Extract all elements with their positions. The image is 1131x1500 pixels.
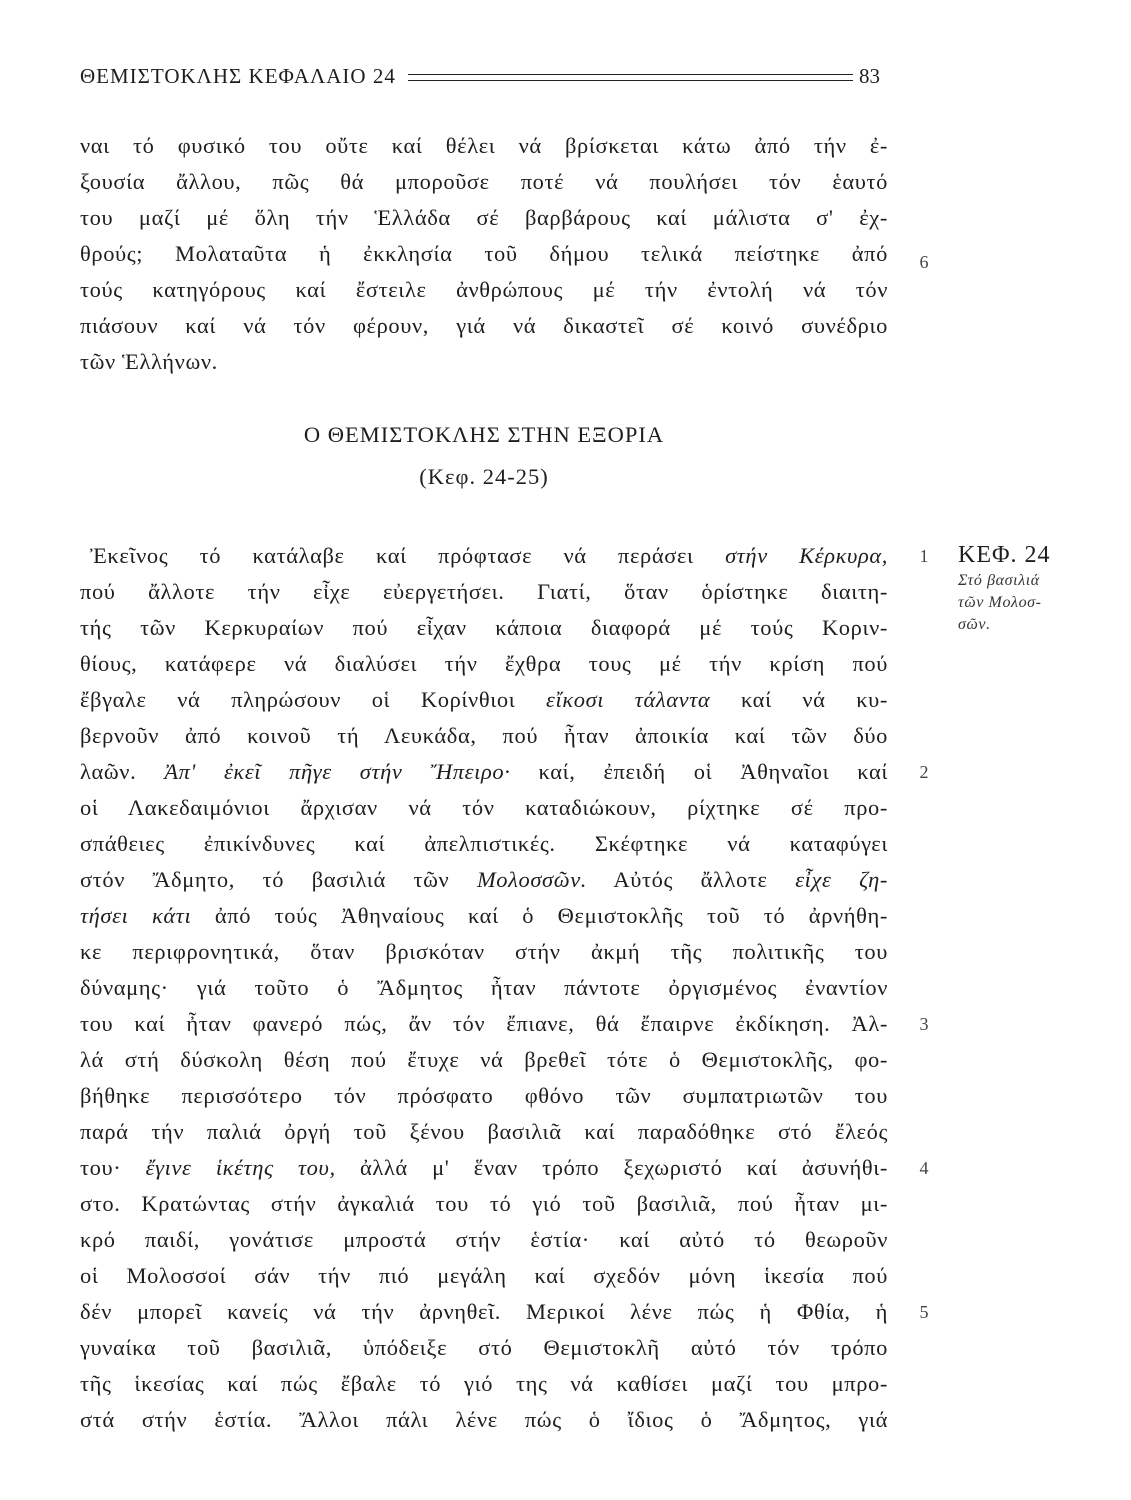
italic-run: τήσει κάτι [80, 903, 192, 928]
text-line: τούς κατηγόρους καί ἔστειλε ἀνθρώπους μέ τήν ἐντολή νά τόν [80, 277, 888, 302]
text-run: λαῶν. [80, 759, 165, 784]
text-line: δύναμης· γιά τοῦτο ὁ Ἄδμητος ἦταν πάντοτε ὀργισμένος ἐναντίον [80, 975, 888, 1000]
margin-note-line: τῶν Μολοσ- [958, 594, 1042, 611]
text-line [80, 538, 888, 574]
text-line: στά στήν ἑστία. Ἄλλοι πάλι λένε πώς ὁ ἴδιος ὁ Ἄδμητος, γιά [80, 1407, 888, 1432]
text-line: του καί ἦταν φανερό πώς, ἄν τόν ἔπιανε, θά ἔπαιρνε ἐκδίκηση. Ἀλ- [80, 1011, 888, 1036]
margin-number-3: 3 [919, 1014, 929, 1034]
margin-number-2: 2 [919, 762, 929, 782]
text-line: βερνοῦν ἀπό κοινοῦ τή Λευκάδα, πού ἦταν ἀποικία καί τῶν δύο [80, 723, 888, 748]
running-header [80, 62, 880, 90]
text-line: τής τῶν Κερκυραίων πού εἶχαν κάποια διαφορά μέ τούς Κοριν- [80, 615, 888, 640]
chapter-title: ΘΕΜΙΣΤΟΚΛΗΣ ΚΕΦΑΛΑΙΟ 24 [80, 63, 396, 88]
text-line [80, 898, 888, 934]
italic-run: στήν Κέρκυρα, [725, 543, 888, 568]
italic-run: εἶχε ζη- [795, 867, 888, 892]
margin-note [958, 540, 1098, 636]
text-run: καί νά κυ- [710, 687, 888, 712]
text-line: γυναίκα τοῦ βασιλιᾶ, ὑπόδειξε στό Θεμιστοκλῆ αὐτό τόν τρόπο [80, 1335, 888, 1360]
text-line: ξουσία ἄλλου, πῶς θά μποροῦσε ποτέ νά πουλήσει τόν ἑαυτό [80, 169, 888, 194]
text-line: κε περιφρονητικά, ὅταν βρισκόταν στήν ἀκμή τῆς πολιτικῆς του [80, 939, 888, 964]
margin-note-line: σῶν. [958, 616, 991, 633]
text-line: λά στή δύσκολη θέση πού ἔτυχε νά βρεθεῖ τότε ὁ Θεμιστοκλῆς, φο- [80, 1047, 888, 1072]
page-number: 83 [859, 63, 880, 88]
text-run: Αὐτός ἄλλοτε [587, 867, 796, 892]
text-line: του μαζί μέ ὅλη τήν Ἑλλάδα σέ βαρβάρους καί μάλιστα σ' ἐχ- [80, 205, 888, 230]
margin-note-line: Στό βασιλιά [958, 572, 1040, 589]
text-line: πού ἄλλοτε τήν εἶχε εὐεργετήσει. Γιατί, ὅταν ὁρίστηκε διαιτη- [80, 579, 888, 604]
margin-number-6: 6 [919, 252, 929, 272]
text-run: Ἐκεῖνος τό κατάλαβε καί πρόφτασε νά περάσει [90, 543, 726, 568]
paragraph-2 [80, 538, 888, 1438]
text-line: βήθηκε περισσότερο τόν πρόσφατο φθόνο τῶν συμπατριωτῶν του [80, 1083, 888, 1108]
text-line: στο. Κρατώντας στήν ἀγκαλιά του τό γιό τοῦ βασιλιᾶ, πού ἦταν μι- [80, 1191, 888, 1216]
text-line [80, 682, 888, 718]
text-line: θρούς; Μολαταῦτα ἡ ἐκκλησία τοῦ δήμου τελικά πείστηκε ἀπό [80, 241, 888, 266]
margin-number-5: 5 [919, 1302, 929, 1322]
text-line [80, 1150, 888, 1186]
text-line: κρό παιδί, γονάτισε μπροστά στήν ἑστία· καί αὐτό τό θεωροῦν [80, 1227, 888, 1252]
section-subheading: (Κεφ. 24-25) [419, 464, 549, 489]
text-line: παρά τήν παλιά ὀργή τοῦ ξένου βασιλιᾶ καί παραδόθηκε στό ἔλεός [80, 1119, 888, 1144]
margin-number-1: 1 [919, 546, 929, 566]
text-run: στόν Ἄδμητο, τό βασιλιά τῶν [80, 867, 477, 892]
italic-run: ἔγινε ἱκέτης του, [145, 1155, 336, 1180]
text-run: καί, ἐπειδή οἱ Ἀθηναῖοι καί [510, 759, 889, 784]
text-run: ἀλλά μ' ἕναν τρόπο ξεχωριστό καί ἀσυνήθι- [335, 1155, 888, 1180]
text-run: του· [80, 1155, 146, 1180]
text-line: πιάσουν καί νά τόν φέρουν, γιά νά δικαστεῖ σέ κοινό συνέδριο [80, 313, 888, 338]
paragraph-1 [80, 128, 888, 380]
text-run: ἀπό τούς Ἀθηναίους καί ὁ Θεμιστοκλῆς τοῦ τό ἀρνήθη- [191, 903, 889, 928]
text-line: δέν μπορεῖ κανείς νά τήν ἀρνηθεῖ. Μερικοί λένε πώς ἡ Φθία, ἡ [80, 1299, 888, 1324]
text-line: οἱ Μολοσσοί σάν τήν πιό μεγάλη καί σχεδόν μόνη ἱκεσία πού [80, 1263, 888, 1288]
text-run: ἔβγαλε νά πληρώσουν οἱ Κορίνθιοι [80, 687, 547, 712]
italic-run: Ἀπ' ἐκεῖ πῆγε στήν Ἤπειρο· [164, 759, 511, 784]
text-line: τῆς ἱκεσίας καί πώς ἔβαλε τό γιό της νά καθίσει μαζί του μπρο- [80, 1371, 888, 1396]
text-line [80, 754, 888, 790]
section-heading: Ο ΘΕΜΙΣΤΟΚΛΗΣ ΣΤΗΝ ΕΞΟΡΙΑ [303, 422, 665, 447]
text-line [80, 862, 888, 898]
margin-note-heading: ΚΕΦ. 24 [958, 542, 1051, 568]
italic-run: Μολοσσῶν. [476, 867, 588, 892]
header-rule [408, 74, 853, 81]
text-line: τῶν Ἑλλήνων. [80, 349, 218, 374]
text-line: σπάθειες ἐπικίνδυνες καί ἀπελπιστικές. Σκέφτηκε νά καταφύγει [80, 831, 888, 856]
text-line: ναι τό φυσικό του οὔτε καί θέλει νά βρίσκεται κάτω ἀπό τήν ἐ- [80, 133, 888, 158]
text-line: θίους, κατάφερε νά διαλύσει τήν ἔχθρα τους μέ τήν κρίση πού [80, 651, 888, 676]
margin-number-4: 4 [919, 1158, 929, 1178]
text-line: οἱ Λακεδαιμόνιοι ἄρχισαν νά τόν καταδιώκουν, ρίχτηκε σέ προ- [80, 795, 888, 820]
italic-run: εἴκοσι τάλαντα [546, 687, 711, 712]
